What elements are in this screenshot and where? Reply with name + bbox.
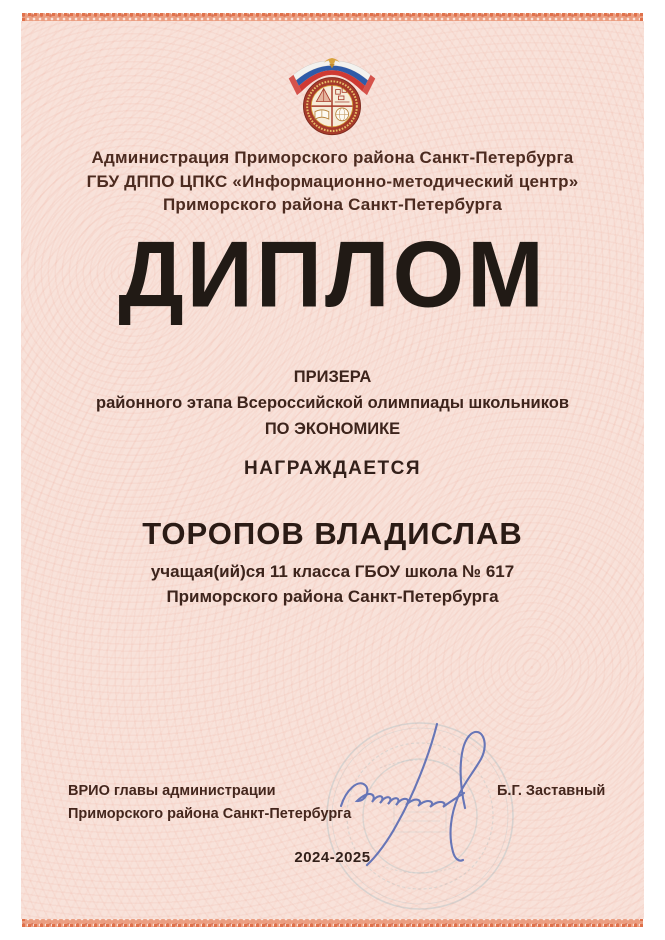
medal-circle xyxy=(303,78,360,135)
all-russian-olympiad-emblem-icon xyxy=(286,52,378,140)
diploma-title: ДИПЛОМ xyxy=(118,222,547,328)
issuer-block xyxy=(0,146,665,217)
school-year: 2024-2025 xyxy=(294,849,371,866)
emblem-graphic xyxy=(286,52,378,140)
recipient-district-line: Приморского района Санкт-Петербурга xyxy=(166,586,499,606)
issuer-line-1: Администрация Приморского района Санкт-Петербурга xyxy=(91,148,574,167)
recipient-name: ТОРОПОВ ВЛАДИСЛАВ xyxy=(142,516,523,551)
award-block xyxy=(0,364,665,442)
signatory-name: Б.Г. Заставный xyxy=(497,783,606,799)
awarded-label: НАГРАЖДАЕТСЯ xyxy=(243,458,422,479)
signatory-title-line-1: ВРИО главы администрации xyxy=(68,783,276,799)
signatory-title-block xyxy=(68,780,351,826)
signatory-title-line-2: Приморского района Санкт-Петербурга xyxy=(68,806,352,822)
issuer-line-2: ГБУ ДППО ЦПКС «Информационно-методический центр» xyxy=(86,171,579,191)
issuer-line-3: Приморского района Санкт-Петербурга xyxy=(162,195,503,214)
recipient-school-line: учащая(ий)ся 11 класса ГБОУ школа № 617 xyxy=(150,562,515,581)
award-subject: ПО ЭКОНОМИКЕ xyxy=(264,420,401,438)
award-rank: ПРИЗЕРА xyxy=(293,368,372,386)
award-stage: районного этапа Всероссийской олимпиады школьников xyxy=(96,394,569,412)
recipient-details xyxy=(0,560,665,609)
